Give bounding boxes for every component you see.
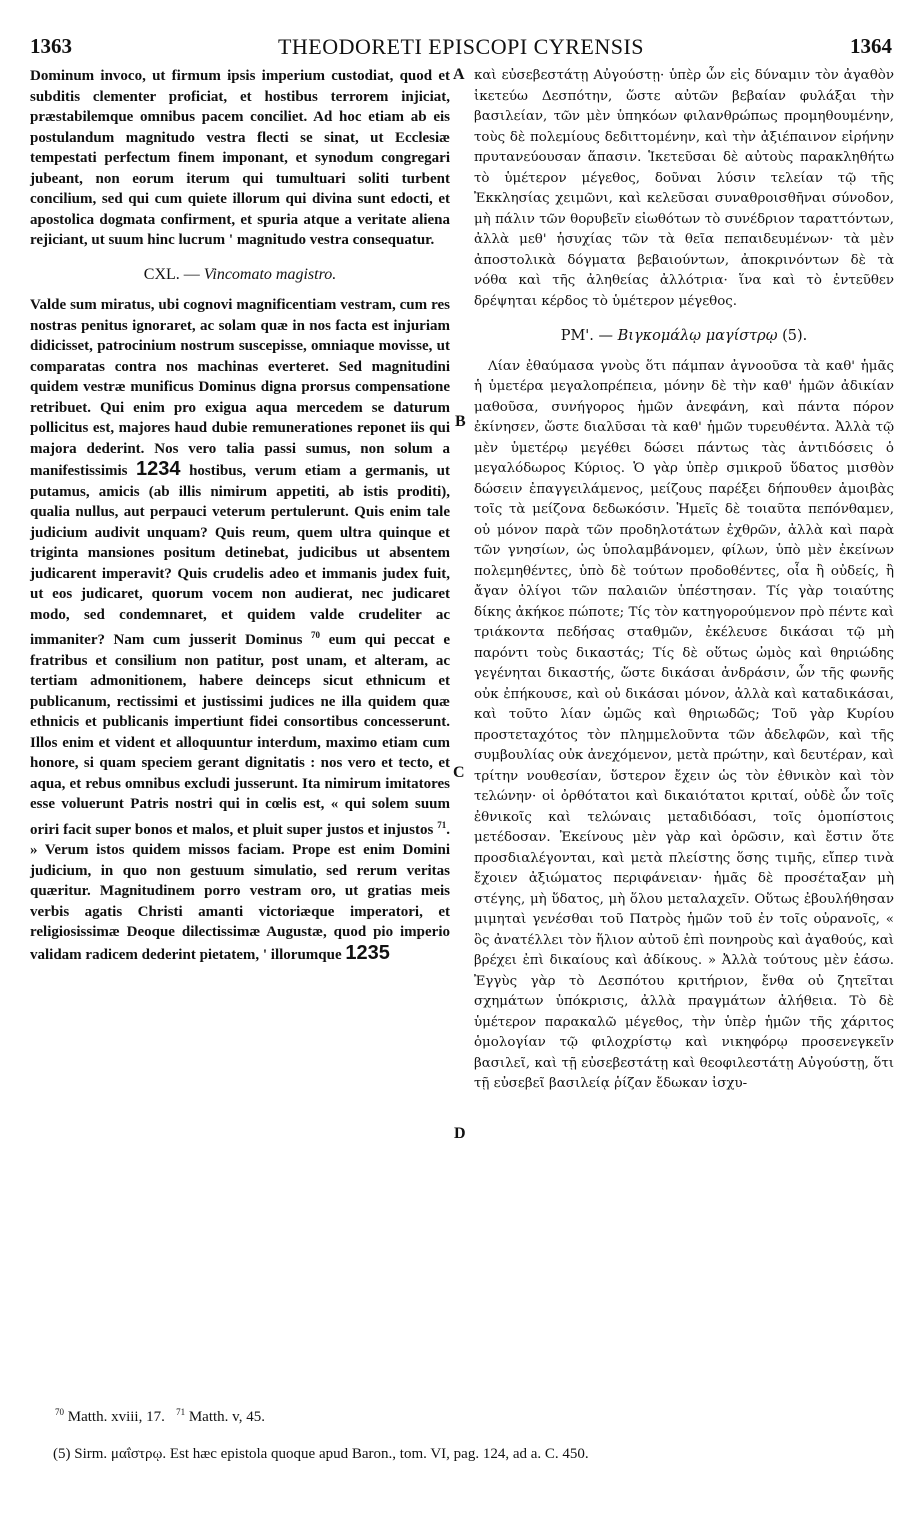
footnote-70-number: 70: [55, 1407, 64, 1417]
footnote-71-text: Matth. v, 45.: [188, 1409, 265, 1425]
column-number-1235: 1235: [345, 941, 390, 964]
greek-column: [474, 66, 894, 1095]
latin-heading-addressee: Vincomato magistro.: [203, 265, 337, 283]
footnote-70-text: Matth. xviii, 17.: [67, 1409, 165, 1425]
footnote-71-number: 71: [176, 1407, 186, 1417]
greek-continuation: καὶ εὐσεβεστάτῃ Αὐγούστῃ· ὑπὲρ ὧν εἰς δύναμιν τὸν ἀγαθὸν ἱκετεύω Δεσπότην, ὥστε αὐτῶν βεβαίαν φυλάξαι τὴν βασιλείαν, τῶν μὲν ὑπηκόων φιλανθρώπως προμηθουμένην, τοὺς δὲ πολεμίους δεδιττομένην, καὶ τὴν ἀξιέπαινον εἰρήνην πρυτανεύουσαν ἅπασιν. Ἱκετεῦσαι δὲ αὐτοὺς παρακληθήτω τὸ ὑμέτερον μέγεθος, δοῦναι λύσιν τελείαν τῷ τῆς Ἐκκλησίας χειμῶνι, καὶ κελεῦσαι συναθροισθῆναι σύνοδον, μὴ πάλιν τῶν θορυβεῖν εἰωθότων τὸ συνέδριον ταραττόντων, ἀλλὰ μεθ' ἡσυχίας τῶν τὰ θεῖα πεπαιδευμένων· τὰ μὲν ἀποστολικὰ δόγματα βεβαιούντων, ἀποκρινόντων δὲ τὰ νόθα καὶ τῆς ἀληθείας ἀλλότρια· ἵνα καὶ τὸ ἐντεῦθεν δρέψηται κέρδος τὸ ὑμέτερον μέγεθος.: [474, 68, 894, 309]
latin-body-part4: . » Verum istos quidem missos faciam. Prope est enim Domini judicium, in quo non gestuum simulatio, sed rerum veritas quæritur. Magnitudinem porro vestram oro, ut gratias meis verbis agatis Christi amanti victoriæque imperatori, et religiosissimæ Deoque dilectissimæ Augustæ, quod pio imperio validam radicem dederint pietatem, ' illorumque: [30, 821, 450, 963]
margin-letter-c: C: [453, 764, 465, 781]
column-number-1234: 1234: [136, 458, 181, 480]
greek-heading-note: (5).: [777, 328, 808, 344]
greek-heading-dash: —: [593, 328, 618, 344]
page-number-right: 1364: [850, 34, 892, 58]
greek-heading-number: ΡΜ'.: [560, 328, 594, 344]
greek-heading-addressee: Βιγκομάλῳ μαγίστρῳ: [617, 328, 778, 344]
latin-continuation: Dominum invoco, ut firmum ipsis imperium custodiat, quod et subditis clementer proficiat, et hostibus terrorem injiciat, præstabilemque omnibus pacem conciliet. Ad hoc etiam ab eis postulandum magnitudo vestra flecti se sinat, ut Ecclesiæ tempestati perfectum finem imponant, et synodum congregari jubeant, non eorum iterum qui tumultuari soliti turbent concilium, sed qui cum quiete illorum qui divina sunt edocti, et apostolica dogmata confirment, et spuria atque a veritate aliena rejiciant, ut suum hinc lucrum ' magnitudo vestra consequatur.: [30, 68, 450, 248]
latin-body-part2: hostibus, verum etiam a germanis, ut putamus, amicis (ab illis nimirum appetiti, ab istis proditi), qualia nullus, aut perpauci veterum pertulerunt. Quis enim tale judicium audivit unquam? Quis reum, quem ultra quinque et triginta mansiones positum detinebat, judicibus ut absentem judicarent imperavit? Quis crudelis adeo et immanis judex fuit, ut eos judicaret, quorum vocem non audierat, nec judicaret modo, sed condemnaret, et quidem valde crudeliter ac immaniter? Nam cum jusserit Dominus: [30, 463, 451, 648]
footnote-ref-70: 70: [311, 630, 321, 640]
latin-letter-heading: [30, 265, 450, 286]
latin-body-part1: Valde sum miratus, ubi cognovi magnificentiam vestram, cum res nostras penitus ignoraret, ac solam quæ in nos facta est injuriam didicisset, patrocinium nostrum suscepisse, omniaque movisse, ut comparatas contra nos machinas everteret. Sed magnitudini quidem vestræ munificus Dominus digna prorsus compensatione retribuet. Qui enim pro exigua aqua mercedem se daturum pollicitus est, majores haud dubie remunerationes reponet iis qui majora dederint. Nos vero talia passi sumus, non solum a manifestissimis: [30, 297, 450, 479]
greek-letter-heading: [474, 326, 894, 347]
latin-column: [30, 66, 450, 965]
margin-letter-d: D: [454, 1125, 466, 1142]
margin-letter-a: A: [453, 66, 465, 83]
footnotes: [55, 1407, 265, 1426]
latin-heading-number: CXL.: [143, 265, 180, 283]
latin-letter-body: [30, 295, 450, 965]
page-number-left: 1363: [30, 34, 72, 58]
latin-body-part3: eum qui peccat e fratribus et consilium non patitur, post unam, et alteram, ac tertiam admonitionem, habere deinceps sicut ethnicum et publicanum, rectissimi et justissimi judices ne illa quidem quæ ethnicis et publicanis impertiunt fidei consortibus concesserunt. Illos enim et vident et alloquuntur interdum, maximo etiam cum honore, si quam speciem gerant dignitatis : nos vero et tecto, et aqua, et rebus omnibus excludi jusserunt. Ita nimirum imitatores esse voluerunt Patris nostri qui in cœlis est, « qui solem suum oriri facit super bonos et malos, et pluit super justos et injustos: [30, 632, 450, 838]
page-header: [30, 34, 892, 62]
margin-letter-b: B: [455, 413, 466, 430]
greek-letter-body: Λίαν ἐθαύμασα γνοὺς ὅτι πάμπαν ἀγνοοῦσα τὰ καθ' ἡμᾶς ἡ ὑμετέρα μεγαλοπρέπεια, μόνην δὲ τὴν καθ' ἡμῶν ἀδικίαν μαθοῦσα, συνήγορος ἡμῶν ἀνεφάνη, καὶ πάντα πόρον ἐκίνησεν, ὥστε διαλῦσαι τὰ καθ' ἡμῶν τυρευθέντα. Ἀλλὰ τῷ μὲν ὑμετέρῳ μεγέθει δώσει πάντως τὰς ἀντιδόσεις ὁ μεγαλόδωρος Κύριος. Ὁ γὰρ ὑπὲρ σμικροῦ ὕδατος μισθὸν δώσειν ἐπαγγειλάμενος, μείζους παρέξει δήπουθεν ἀμοιβὰς τοῖς τὰ μείζονα δεδωκόσιν. Ἡμεῖς δὲ τοιαῦτα πεπόνθαμεν, οὐ μόνον παρὰ τῶν προδηλοτάτων ἐχθρῶν, ἀλλὰ καὶ παρὰ τῶν γνησίων, ὡς ὑπολαμβάνομεν, φίλων, ὑπὸ μὲν ἐκείνων πολεμηθέντες, ὑπὸ δὲ τούτων προδοθέντες, οἷα ἢ οὐδείς, ἢ ἄγαν ὀλίγοι τῶν παλαιῶν ὑπέστησαν. Τίς γὰρ τοιαύτης δίκης ἀκήκοε πώποτε; Τίς τὸν κατηγορούμενον πρὸ πέντε καὶ τριάκοντα πεδήσας σταθμῶν, ἐκέλευσε δικάσαι τῷ μὴ παρόντι τοὺς δικαστάς; Τίς δὲ οὕτως ὠμὸς καὶ θηριώδης γεγένηται δικαστής, ὥστε δικάσαι ἀνδράσιν, ὧν τῆς φωνῆς οὐκ ἐπήκουσε, καὶ οὐ δικάσαι μόνον, ἀλλὰ καὶ καταδικάσαι, καὶ τοῦτο λίαν ὠμῶς καὶ θηριωδῶς; Τοῦ γὰρ Κυρίου προστεταχότος τὸν πλημμελοῦντα τῶν ἀδελφῶν, καὶ τῆς συμβουλίας οὐκ ἀνεχόμενον, μετὰ πρώτην, καὶ δευτέραν, καὶ τρίτην νουθεσίαν, ὕστερον ἔχειν ὡς τὸν ἐθνικὸν καὶ τὸν τελώνην· οἱ ὀρθότατοι καὶ δικαιότατοι κριταί, οὐδὲ ὧν τοῖς ἐθνικοῖς καὶ τελώναις μεταδιδόασι, τοῖς ὁμοπίστοις μετέδοσαν. Ἐκείνους μὲν γὰρ καὶ ὁρῶσιν, καὶ ἔστιν ὅτε προσδιαλέγονται, καὶ μετὰ πλείστης ὅσης τιμῆς, εἴπερ τινὰ ἔχοιεν ἀξιώματος περιφάνειαν· ἡμᾶς δὲ προσέταξαν μὴ στέγης, μὴ ὕδατος, μὴ ὅλου μεταλαχεῖν. Οὕτως ἐβουλήθησαν μιμηταὶ γενέσθαι τοῦ Πατρὸς ἡμῶν τοῦ ἐν τοῖς οὐρανοῖς, « ὃς ἀνατέλλει τὸν ἥλιον αὐτοῦ ἐπὶ πονηροὺς καὶ ἀγαθούς, καὶ βρέχει ἐπὶ δικαίους καὶ ἀδίκους. » Ἀλλὰ τούτους μὲν ἐάσω. Ἐγγὺς γὰρ τὸ Δεσπότου κριτήριον, ἔνθα οὐ ζητεῖται σχημάτων ὑπόκρισις, ἀλλὰ πραγμάτων ἀλήθεια. Τὸ δὲ ὑμέτερον παρακαλῶ μέγεθος, τὴν ὑπὲρ ἡμῶν τῆς χάριτος ὁμολογίαν τῷ φιλοχρίστῳ καὶ νικηφόρῳ προσενεγκεῖν βασιλεῖ, καὶ τῇ εὐσεβεστάτῃ καὶ θεοφιλεστάτῃ Αὐγούστῃ, ὅτι τῇ εὐσεβεῖ βασιλείᾳ ῥίζαν ἔδωκαν ἰσχυ-: [474, 358, 894, 1091]
editor-note: (5) Sirm. μαΐστρῳ. Est hæc epistola quoque apud Baron., tom. VI, pag. 124, ad a. C. 450.: [53, 1446, 589, 1462]
latin-heading-dash: —: [179, 265, 204, 283]
footnote-ref-71: 71: [437, 819, 447, 830]
running-title: THEODORETI EPISCOPI CYRENSIS: [277, 34, 645, 59]
